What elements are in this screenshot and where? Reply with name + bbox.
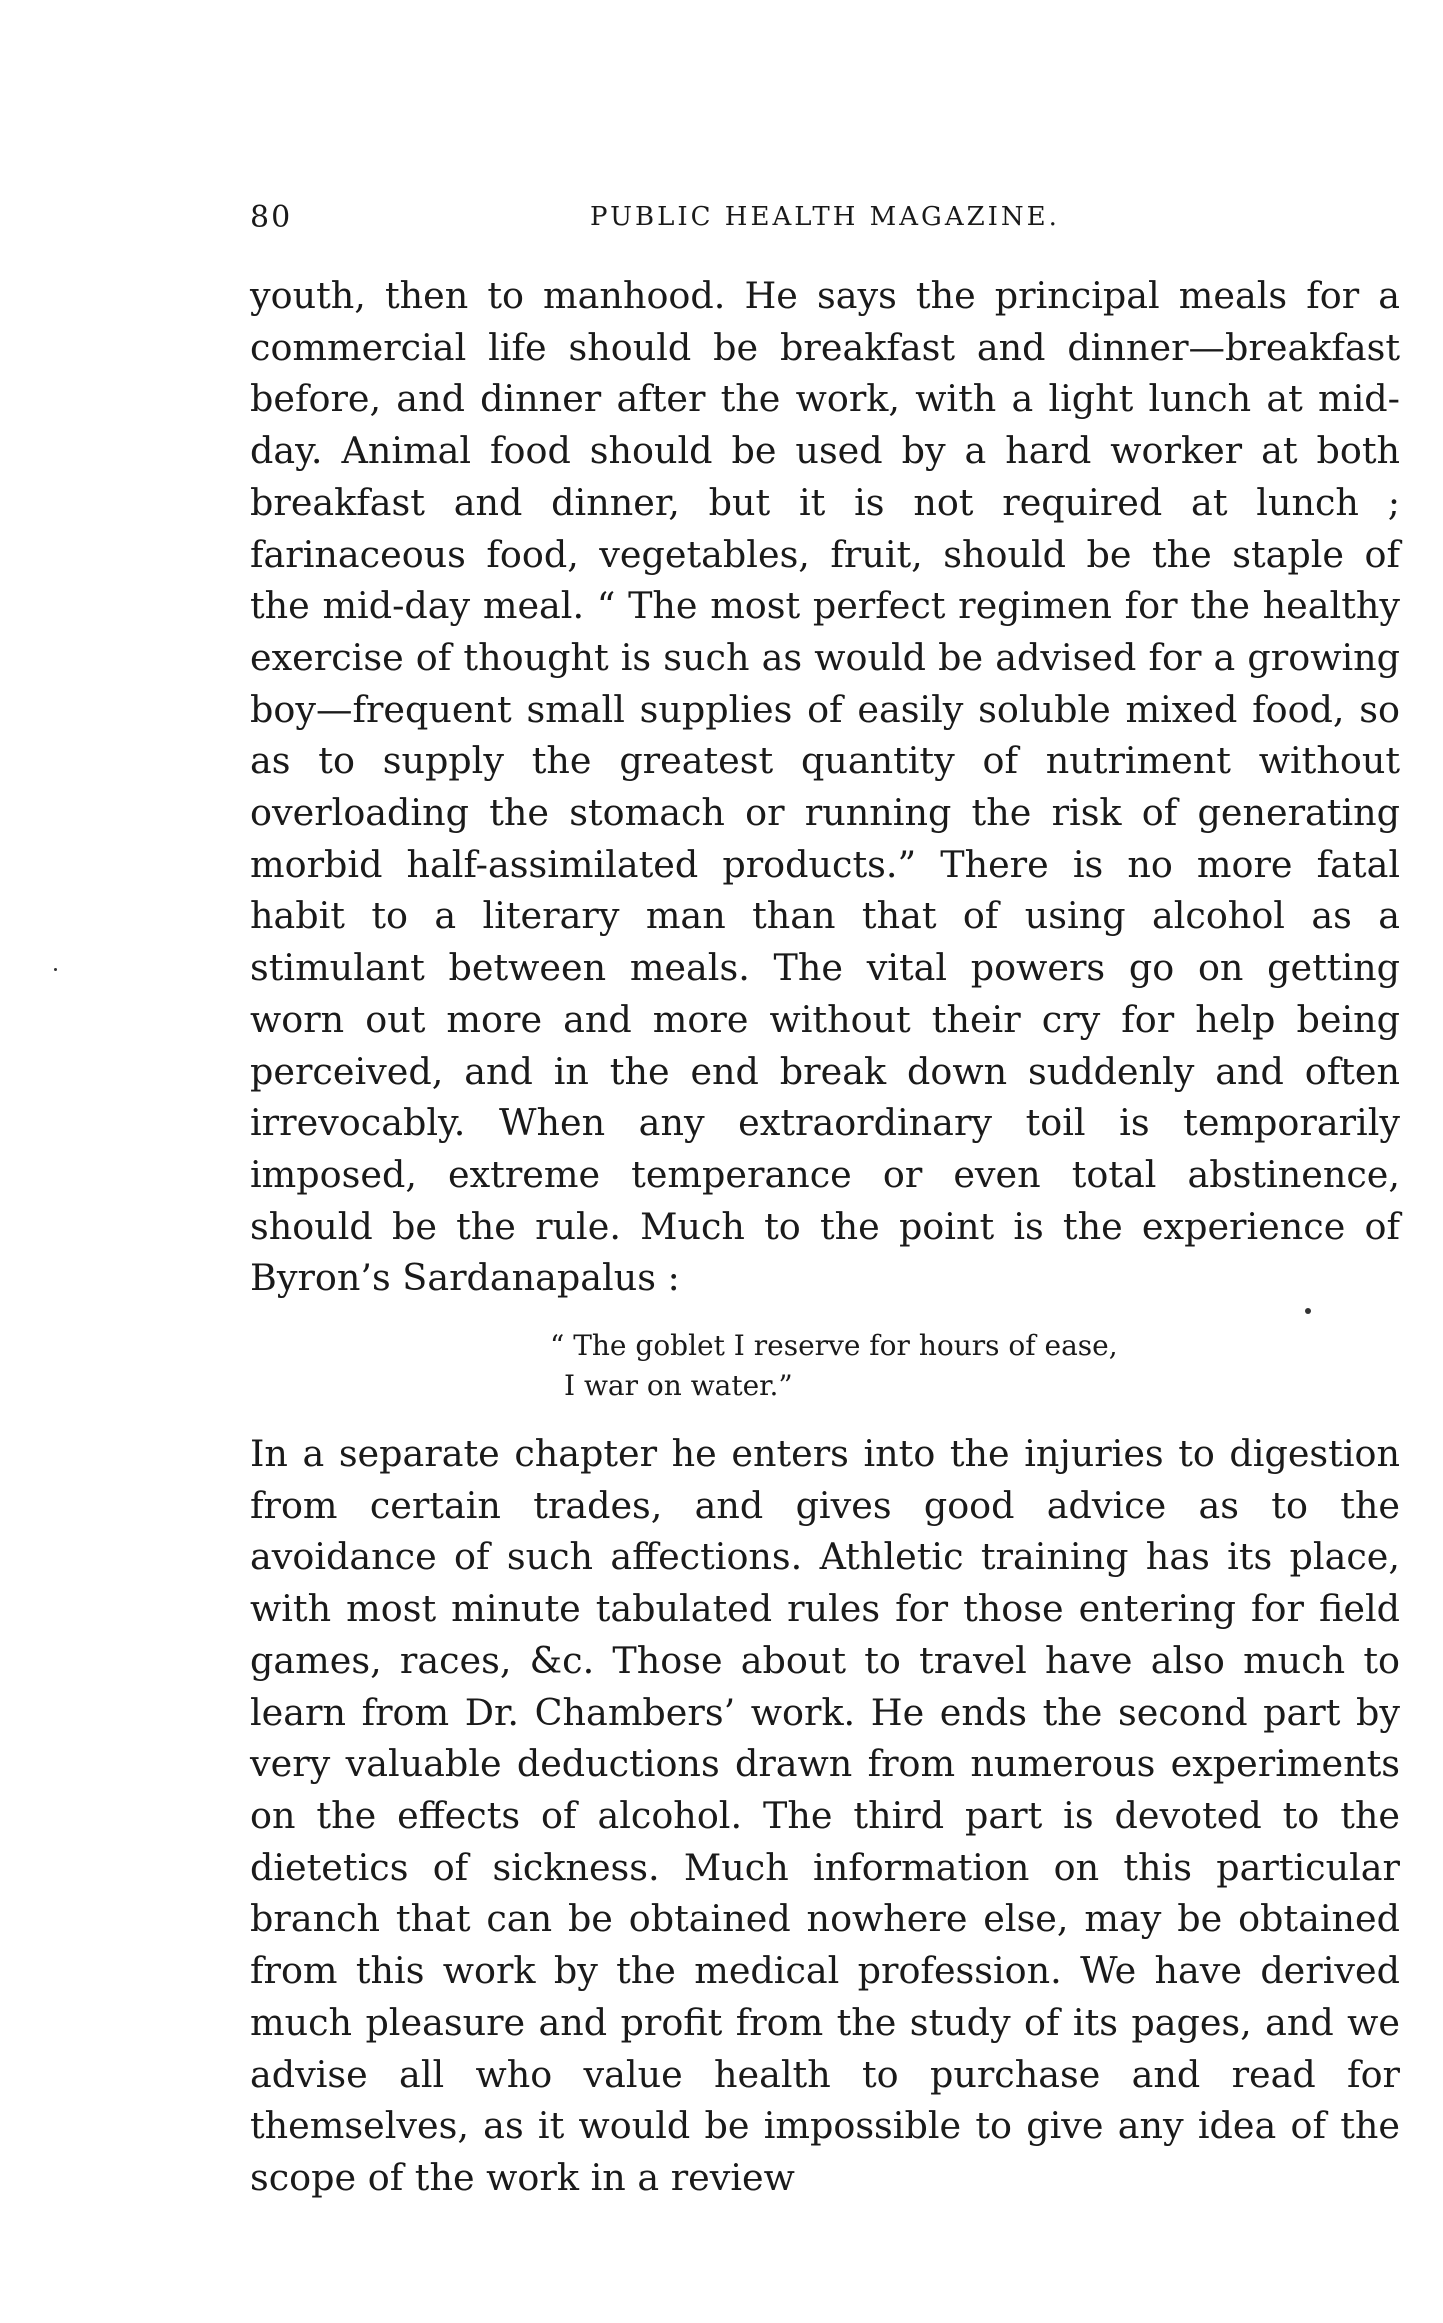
- running-head: PUBLIC HEALTH MAGAZINE.: [590, 202, 1060, 232]
- page-header: [250, 180, 1400, 240]
- verse-quotation: [550, 1326, 1400, 1406]
- print-speck: [54, 968, 57, 971]
- document-page: [250, 180, 1400, 2204]
- body-paragraph-1: youth, then to manhood. He says the principal meals for a commercial life should be breakfast and dinner—breakfast before, and dinner after the work, with a light lunch at mid-day. Animal food should be used by a hard worker at both breakfast and dinner, but it is not required at lunch ; farinaceous food, vegetables, fruit, should be the staple of the mid-day meal. “ The most perfect regimen for the healthy exercise of thought is such as would be advised for a growing boy—frequent small supplies of easily soluble mixed food, so as to supply the greatest quantity of nutriment without overloading the stomach or running the risk of generating morbid half-assimilated products.” There is no more fatal habit to a literary man than that of using alcohol as a stimulant between meals. The vital powers go on getting worn out more and more without their cry for help being perceived, and in the end break down suddenly and often irrevocably. When any extraordinary toil is temporarily imposed, extreme temperance or even total abstinence, should be the rule. Much to the point is the experience of Byron’s Sardanapalus :: [250, 274, 1400, 1300]
- quote-line-2: I war on water.”: [564, 1369, 793, 1403]
- page-number: 80: [250, 200, 293, 235]
- body-paragraph-2: In a separate chapter he enters into the injuries to digestion from certain trades, and gives good advice as to the avoidance of such affections. Athletic training has its place, with most minute tabulated rules for those entering for field games, races, &c. Those about to travel have also much to learn from Dr. Chambers’ work. He ends the second part by very valuable deductions drawn from numerous experiments on the effects of alcohol. The third part is devoted to the dietetics of sickness. Much information on this particular branch that can be obtained nowhere else, may be obtained from this work by the medical profession. We have derived much pleasure and profit from the study of its pages, and we advise all who value health to purchase and read for themselves, as it would be impossible to give any idea of the scope of the work in a review: [250, 1432, 1400, 2199]
- quote-line-1: “ The goblet I reserve for hours of ease,: [550, 1329, 1118, 1363]
